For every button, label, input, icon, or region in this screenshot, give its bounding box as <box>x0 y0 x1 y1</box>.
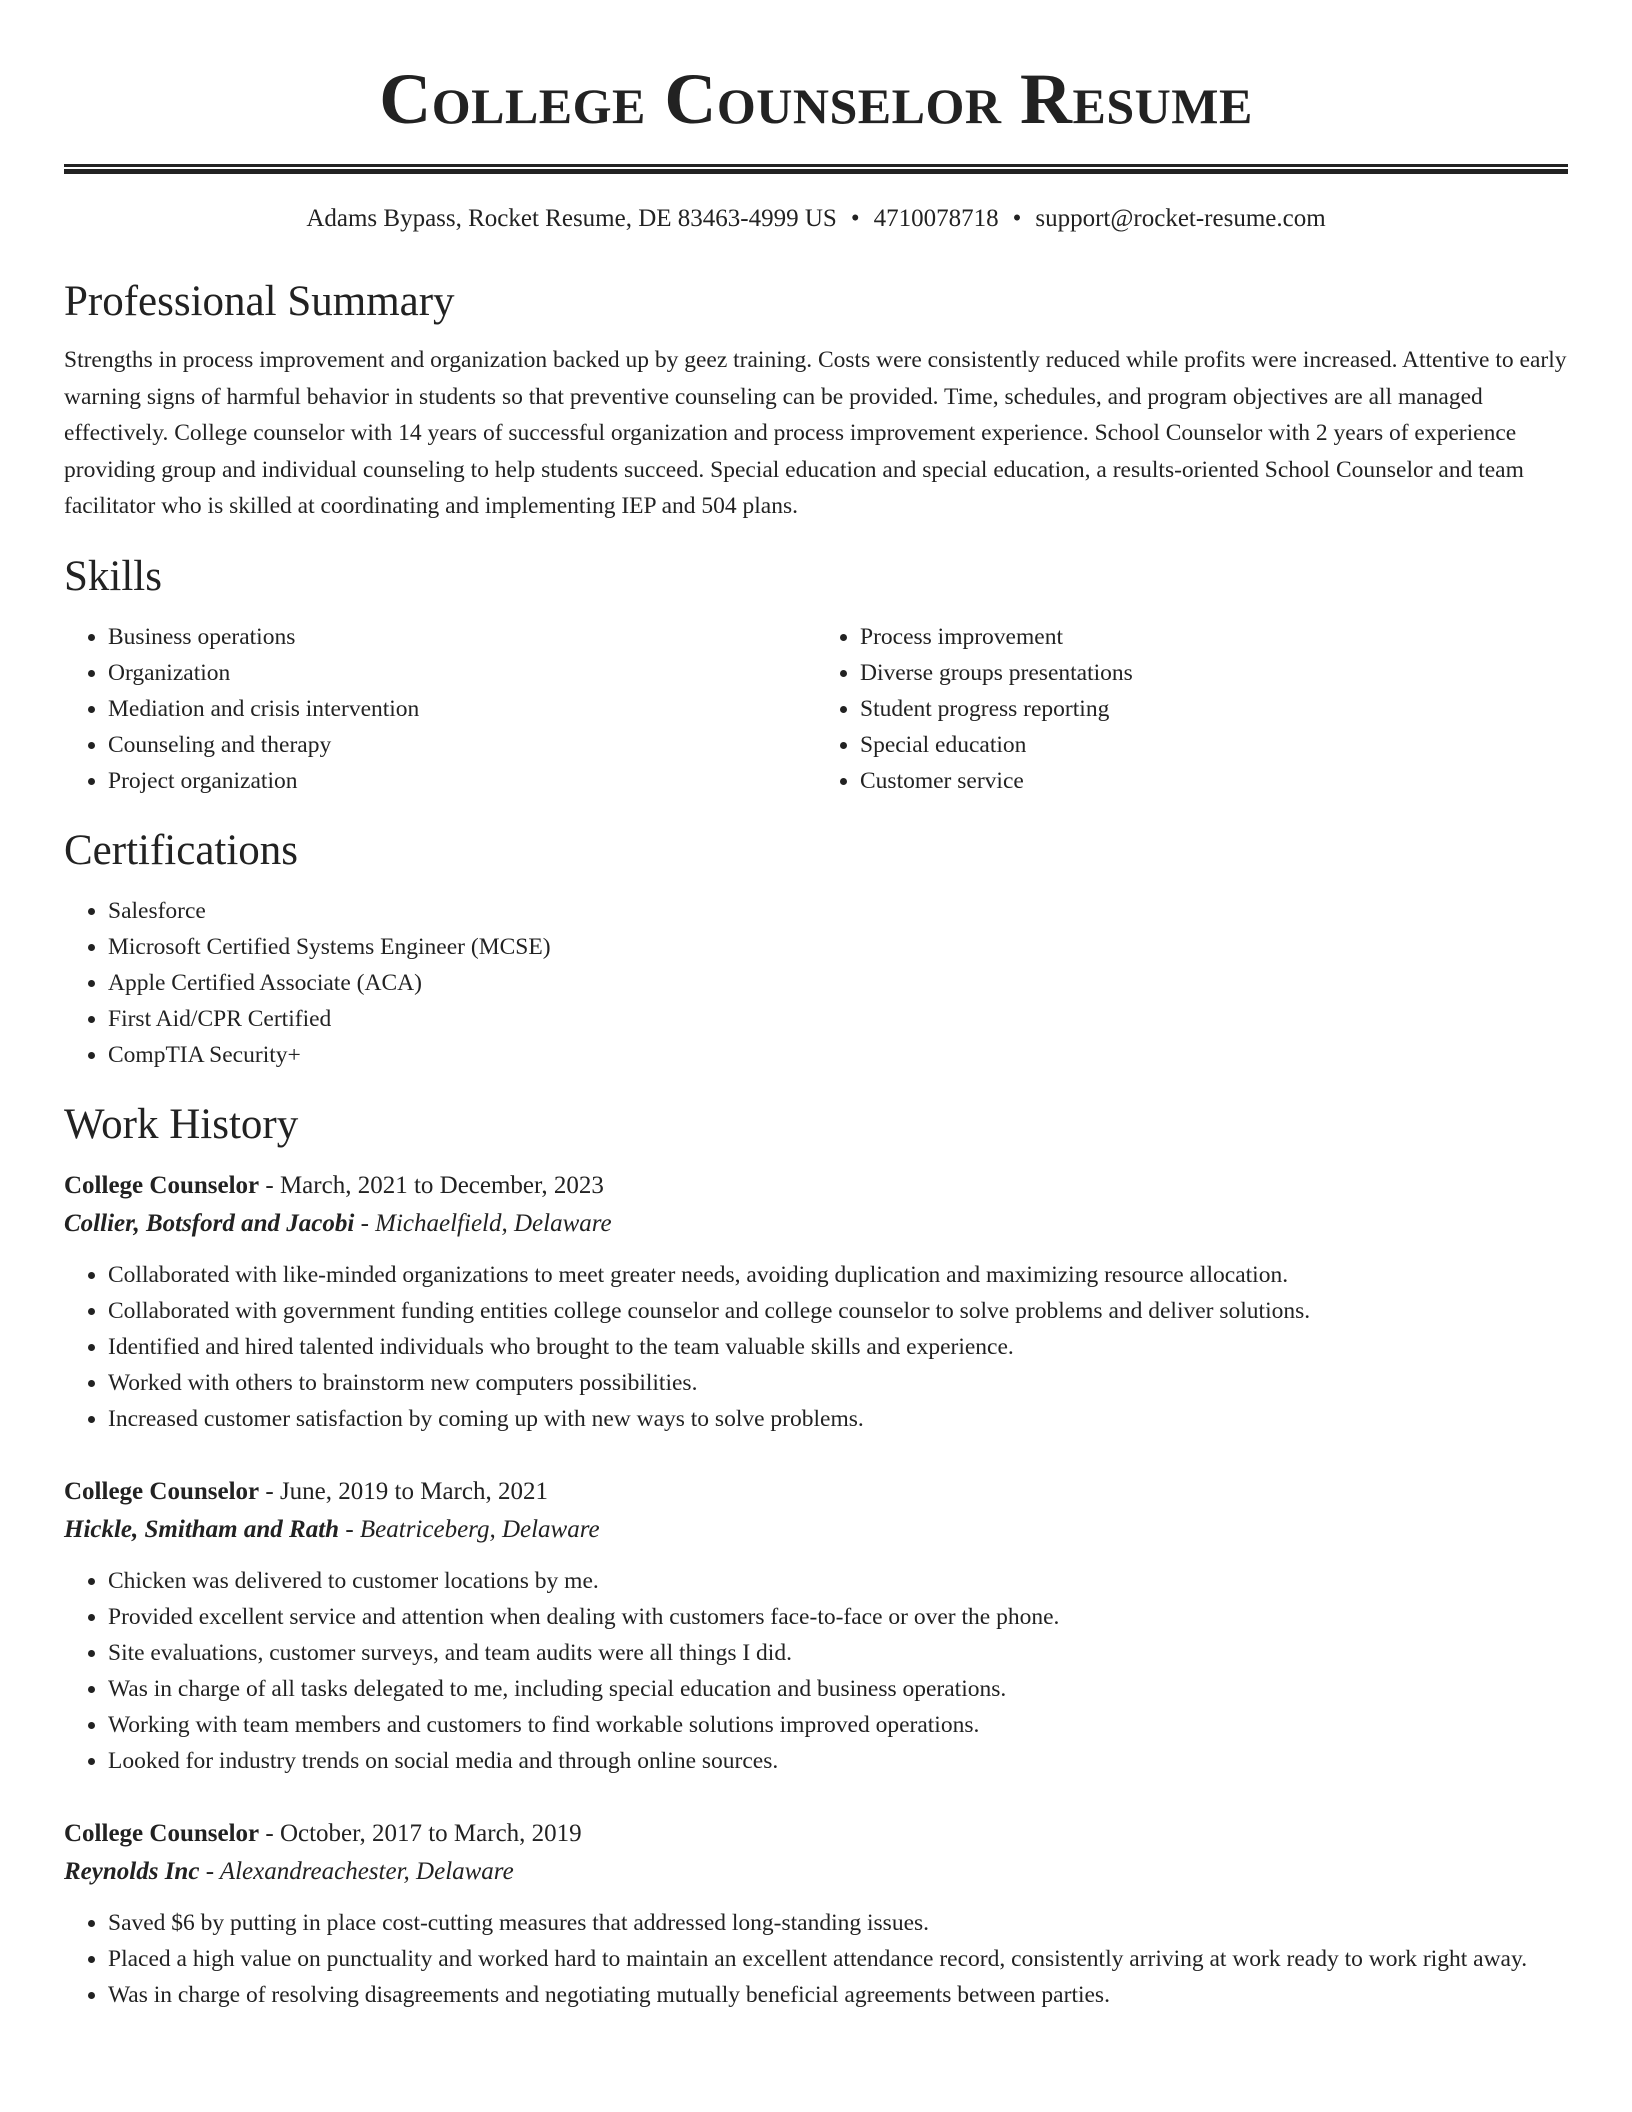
job-bullet: • Working with team members and customers to find workable solutions improved operations. <box>108 1707 1568 1743</box>
job-title: College Counselor <box>64 1171 260 1199</box>
job-bullet: • Identified and hired talented individuals who brought to the team valuable skills and experience. <box>108 1329 1568 1365</box>
skill-item: • Counseling and therapy <box>108 727 816 763</box>
job-company: Collier, Botsford and Jacobi <box>64 1209 355 1237</box>
certification-item: • Salesforce <box>108 893 1568 929</box>
contact-separator: • <box>1012 205 1022 232</box>
job-bullet: • Site evaluations, customer surveys, and team audits were all things I did. <box>108 1635 1568 1671</box>
job-bullet: • Was in charge of resolving disagreements and negotiating mutually beneficial agreements between parties. <box>108 1977 1568 2013</box>
skill-item: • Student progress reporting <box>860 691 1568 727</box>
certifications-list <box>64 893 1568 1073</box>
title-double-rule <box>64 164 1568 174</box>
skills-list-right <box>816 619 1568 799</box>
certification-item: • Apple Certified Associate (ACA) <box>108 965 1568 1001</box>
certification-item: • First Aid/CPR Certified <box>108 1001 1568 1037</box>
skill-item: • Mediation and crisis intervention <box>108 691 816 727</box>
job-bullet: • Worked with others to brainstorm new computers possibilities. <box>108 1365 1568 1401</box>
skill-item: • Project organization <box>108 763 816 799</box>
skills-section <box>64 551 1568 799</box>
skill-item: • Business operations <box>108 619 816 655</box>
contact-separator: • <box>850 205 860 232</box>
contact-phone: 4710078718 <box>873 205 999 232</box>
job-title: College Counselor <box>64 1477 260 1505</box>
section-heading-skills: Skills <box>64 552 162 600</box>
job-location: - Michaelfield, Delaware <box>354 1209 612 1237</box>
skill-item: • Diverse groups presentations <box>860 655 1568 691</box>
job-dates: - March, 2021 to December, 2023 <box>259 1171 604 1199</box>
skills-column-right <box>816 619 1568 799</box>
certification-item: • Microsoft Certified Systems Engineer (MCSE) <box>108 929 1568 965</box>
job-bullet: • Collaborated with like-minded organizations to meet greater needs, avoiding duplication and maximizing resource allocation. <box>108 1257 1568 1293</box>
section-heading-certifications: Certifications <box>64 826 299 874</box>
job-bullet: • Placed a high value on punctuality and worked hard to maintain an excellent attendance record, consistently arriving at work ready to work right away. <box>108 1941 1568 1977</box>
job-location: - Alexandreachester, Delaware <box>199 1857 514 1885</box>
job-company: Hickle, Smitham and Rath <box>64 1515 340 1543</box>
skills-column-left <box>64 619 816 799</box>
job-bullet: • Provided excellent service and attention when dealing with customers face-to-face or over the phone. <box>108 1599 1568 1635</box>
job-title-line <box>64 1815 1568 1853</box>
resume-title: College Counselor Resume <box>379 59 1253 139</box>
skill-item: • Special education <box>860 727 1568 763</box>
job-company-line <box>64 1853 1568 1891</box>
section-heading-summary: Professional Summary <box>64 278 455 325</box>
job-bullet: • Looked for industry trends on social media and through online sources. <box>108 1743 1568 1779</box>
job-dates: - October, 2017 to March, 2019 <box>259 1819 582 1847</box>
job-bullets <box>64 1905 1568 2013</box>
skill-item: • Process improvement <box>860 619 1568 655</box>
job-bullet: • Increased customer satisfaction by coming up with new ways to solve problems. <box>108 1401 1568 1437</box>
job-company: Reynolds Inc <box>64 1857 200 1885</box>
contact-email: support@rocket-resume.com <box>1035 205 1326 232</box>
section-heading-work-history: Work History <box>64 1100 299 1148</box>
skill-item: • Customer service <box>860 763 1568 799</box>
job-entry <box>64 1473 1568 1779</box>
skill-item: • Organization <box>108 655 816 691</box>
job-bullet: • Saved $6 by putting in place cost-cutting measures that addressed long-standing issues. <box>108 1905 1568 1941</box>
summary-text: Strengths in process improvement and organization backed up by geez training. Costs were consistently reduced while profits were increased. Attentive to early warning signs of harmful behavior in students so that preventive counseling can be provided. Time, schedules, and program objectives are all managed effectively. College counselor with 14 years of successful organization and process improvement experience. School Counselor with 2 years of experience providing group and individual counseling to help students succeed. Special education and special education, a results-oriented School Counselor and team facilitator who is skilled at coordinating and implementing IEP and 504 plans. <box>64 347 1567 519</box>
job-bullet: • Was in charge of all tasks delegated to me, including special education and business operations. <box>108 1671 1568 1707</box>
certification-item: • CompTIA Security+ <box>108 1037 1568 1073</box>
professional-summary-section <box>64 276 1568 525</box>
job-bullets <box>64 1563 1568 1779</box>
job-entry <box>64 1815 1568 2013</box>
job-title: College Counselor <box>64 1819 260 1847</box>
job-company-line <box>64 1511 1568 1549</box>
job-location: - Beatriceberg, Delaware <box>339 1515 600 1543</box>
job-company-line <box>64 1205 1568 1243</box>
job-entry <box>64 1167 1568 1437</box>
skills-list-left <box>64 619 816 799</box>
certifications-section <box>64 825 1568 1073</box>
work-history-section <box>64 1099 1568 2013</box>
contact-line <box>64 202 1568 236</box>
job-title-line <box>64 1473 1568 1511</box>
contact-address: Adams Bypass, Rocket Resume, DE 83463-4999 US <box>306 205 837 232</box>
job-title-line <box>64 1167 1568 1205</box>
skills-grid <box>64 619 1568 799</box>
job-bullet: • Chicken was delivered to customer locations by me. <box>108 1563 1568 1599</box>
job-bullets <box>64 1257 1568 1437</box>
job-bullet: • Collaborated with government funding entities college counselor and college counselor to solve problems and deliver solutions. <box>108 1293 1568 1329</box>
job-dates: - June, 2019 to March, 2021 <box>259 1477 548 1505</box>
